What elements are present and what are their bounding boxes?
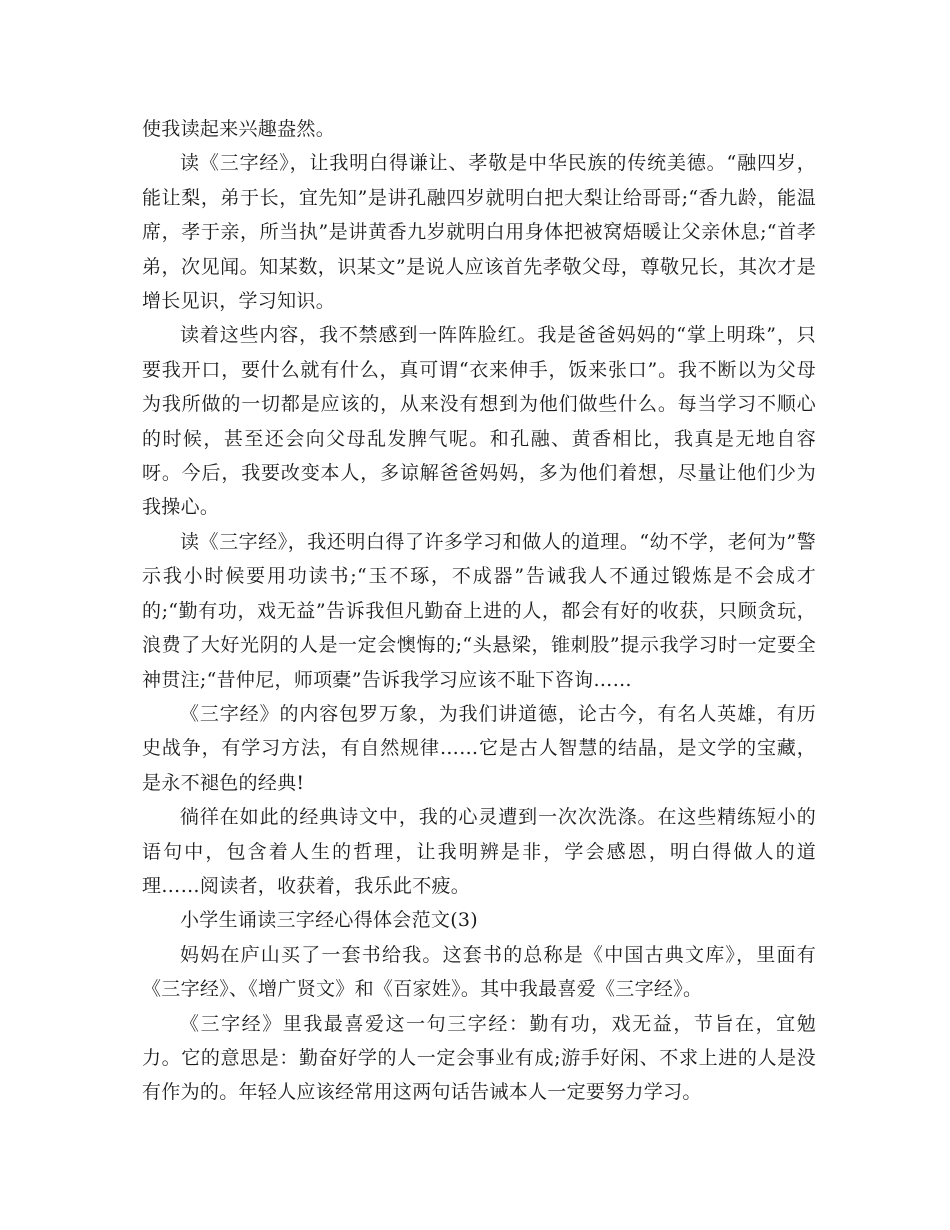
document-body — [142, 112, 816, 1110]
paragraph-favorite-verse: 《三字经》里我最喜爱这一句三字经：勤有功，戏无益，节旨在，宜勉力。它的意思是：勤奋好学的人一定会事业有成;游手好闲、不求上进的人是没有作为的。年轻人应该经常用这两句话告诫本人一定要努力学习。 — [142, 1012, 816, 1104]
section-heading: 小学生诵读三字经心得体会范文(3) — [180, 909, 479, 932]
paragraph-book-purchase: 妈妈在庐山买了一套书给我。这套书的总称是《中国古典文库》，里面有《三字经》、《增广贤文》和《百家姓》。其中我最喜爱《三字经》。 — [142, 943, 816, 1001]
paragraph-content-overview: 《三字经》的内容包罗万象，为我们讲道德，论古今，有名人英雄，有历史战争，有学习方法，有自然规律……它是古人智慧的结晶，是文学的宝藏，是永不褪色的经典! — [142, 702, 816, 794]
paragraph-learning: 读《三字经》，我还明白得了许多学习和做人的道理。“幼不学，老何为”警示我小时候要用功读书;“玉不琢，不成器”告诫我人不通过锻炼是不会成才的;“勤有功，戏无益”告诉我但凡勤奋上进的人，都会有好的收获，只顾贪玩，浪费了大好光阴的人是一定会懊悔的;“头悬梁，锥刺股”提示我学习时一定要全神贯注;“昔仲尼，师项橐”告诉我学习应该不耻下咨询…… — [142, 530, 816, 691]
paragraph-continuation: 使我读起来兴趣盎然。 — [142, 118, 336, 140]
paragraph-filial-piety: 读《三字经》，让我明白得谦让、孝敬是中华民族的传统美德。“融四岁，能让梨，弟于长，宜先知”是讲孔融四岁就明白把大梨让给哥哥;“香九龄，能温席，孝于亲，所当执”是讲黄香九岁就明白用身体把被窝焐暖让父亲休息;“首孝弟，次见闻。知某数，识某文”是说人应该首先孝敬父母，尊敬兄长，其次才是增长见识，学习知识。 — [142, 152, 816, 313]
paragraph-conclusion: 徜徉在如此的经典诗文中，我的心灵遭到一次次洗涤。在这些精练短小的语句中，包含着人生的哲理，让我明辨是非，学会感恩，明白得做人的道理……阅读者，收获着，我乐此不疲。 — [142, 806, 816, 897]
paragraph-reflection: 读着这些内容，我不禁感到一阵阵脸红。我是爸爸妈妈的“掌上明珠”，只要我开口，要什么就有什么，真可谓“衣来伸手，饭来张口”。我不断以为父母为我所做的一切都是应该的，从来没有想到为他们做些什么。每当学习不顺心的时候，甚至还会向父母乱发脾气呢。和孔融、黄香相比，我真是无地自容呀。今后，我要改变本人，多谅解爸爸妈妈，多为他们着想，尽量让他们少为我操心。 — [142, 324, 816, 519]
